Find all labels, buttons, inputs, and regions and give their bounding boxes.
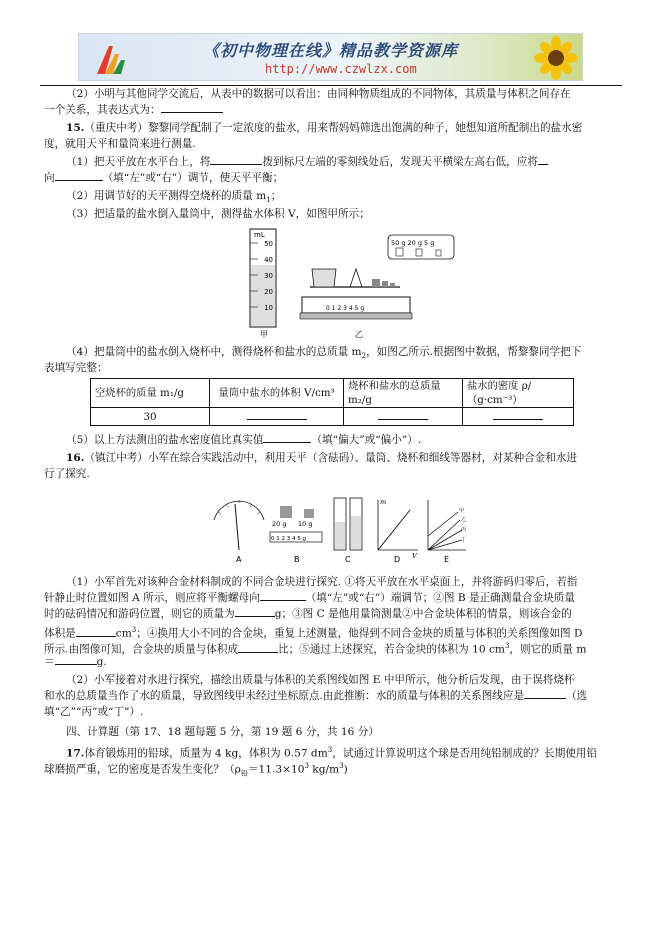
line-yi: 乙: [461, 517, 467, 523]
cylinder-tick-label: 10: [264, 304, 273, 312]
q16-part1-line3: 时的砝码情况和游码位置，则它的质量为 g；③图 C 是他用量筒测量②中合金块体积的情景，则该合金的: [44, 608, 572, 620]
q15-step1-line1: （1）把天平放在水平台上，将 拨到标尺左端的零刻线处后，发现天平横梁左高右低，应将: [66, 154, 646, 170]
q17-line2: 球磨损严重，它的密度是否发生变化？（$\rho_铅=11.3\times 10^3$ $kg/m^3$): [44, 762, 348, 778]
banner-url: http://www.czwlzx.com: [265, 62, 417, 76]
line-bing: 丙: [461, 527, 467, 533]
q15-stem-line1: 15.（重庆中考）黎黎同学配制了一定浓度的盐水，用来帮妈妈筛选出饱满的种子，她想知道所配制出的盐水密: [66, 122, 583, 134]
q16-part1-line5: 所示.由图像可知，合金块的质量与体积成 比；⑤通过上述探究，若合金块的体积为 10 $cm^3$，则它的质量 m: [44, 642, 587, 656]
answer-blank[interactable]: [76, 626, 116, 637]
salt-water-table: [90, 378, 574, 426]
q16-stem-line2: 行了探究.: [44, 468, 90, 480]
q16-part1-line1: （1）小军首先对该种合金材料制成的不同合金块进行探究. ①将天平放在水平桌面上，并将游码归零后，若指: [66, 576, 578, 588]
header-banner: [78, 33, 583, 81]
axis-d-x: V: [412, 552, 417, 560]
q16-part2-line2: 和水的总质量当作了水的质量，导致图线甲未经过坐标原点.由此推断：水的质量与体积的关系图线应是 （选: [44, 690, 588, 702]
q15-step4-line1: （4）把量筒中的盐水倒入烧杯中，测得烧杯和盐水的总质量 $m_2$，如图乙所示.根据图中数据，帮黎黎同学把下: [66, 346, 582, 361]
fig-label-c: C: [345, 555, 351, 564]
q15-step5: （5）以上方法测出的盐水密度值比真实值 （填“偏大”或“偏小”）.: [66, 434, 422, 446]
q14-part2-line1: （2）小明与其他同学交流后，从表中的数据可以看出：由同种物质组成的不同物体，其质量与体积之间存在: [66, 88, 571, 100]
logo-icon: [93, 40, 127, 76]
table-header: 量筒中盐水的体积 V/cm³: [210, 379, 344, 408]
q16-part2-line3: 填“乙”“丙”或“丁”）.: [44, 706, 144, 718]
answer-blank[interactable]: [538, 154, 548, 165]
axis-d-y: m: [380, 498, 387, 506]
banner-title: 《初中物理在线》精品教学资源库: [203, 41, 459, 60]
q14-part2-line2: 一个关系，其表达式为：: [44, 102, 624, 118]
fig2-scale: 0 1 2 3 4 5 g: [271, 536, 306, 542]
table-cell: 30: [91, 408, 210, 426]
q16-stem-line1: 16.（镇江中考）小军在综合实践活动中，利用天平（含砝码）、量筒、烧杯和细线等器材，对某种合金和水进: [66, 452, 578, 464]
table-cell-blank[interactable]: [210, 408, 344, 426]
cylinder-unit: mL: [254, 231, 265, 239]
answer-blank[interactable]: [524, 688, 566, 699]
line-ding: 丁: [461, 537, 467, 543]
q15-step2: （2）用调节好的天平测得空烧杯的质量 $m_1$；: [66, 190, 282, 205]
fig-label-d: D: [394, 555, 401, 564]
answer-blank[interactable]: [260, 590, 306, 601]
q16-part1-line2: 针静止时位置如图 A 所示，则应将平衡螺母向 （填“左”或“右”）端调节；②图 B 是正确测量合金块质量: [44, 592, 575, 604]
answer-blank[interactable]: [210, 154, 262, 165]
cylinder-tick-label: 30: [264, 272, 273, 280]
table-header: 空烧杯的质量 m₁/g: [91, 379, 210, 408]
answer-blank[interactable]: [263, 432, 311, 443]
table-cell-blank[interactable]: [344, 408, 463, 426]
q16-part2-line1: （2）小军接着对水进行探究，描绘出质量与体积的关系图线如图 E 中甲所示，他分析后发现，由于误将烧杯: [66, 674, 575, 686]
label-yi: 乙: [355, 330, 363, 339]
answer-blank[interactable]: [55, 170, 103, 181]
fig-label-e: E: [444, 555, 450, 564]
table-row: [91, 408, 574, 426]
q17-line1: 17.体育锻炼用的铅球，质量为 4 kg，体积为 0.57 $dm^3$，试通过计算说明这个球是否用纯铅制成的？长期使用铅: [66, 746, 598, 760]
q15-step1-line2: 向 （填“左”或“右”）调节，使天平平衡；: [44, 172, 284, 184]
section-4-heading: 四、计算题（第 17、18 题每题 5 分，第 19 题 6 分，共 16 分）: [66, 726, 379, 738]
q15-step4-line2: 表填写完整：: [44, 362, 108, 374]
q16-part1-line4: 体积是 $cm^3$；④换用大小不同的合金块，重复上述测量，他得到不同合金块的质量与体积的关系图像如图 D: [44, 626, 583, 640]
cylinder-tick-label: 40: [264, 256, 273, 264]
table-cell-blank[interactable]: [463, 408, 574, 426]
q15-step3: （3）把适量的盐水倒入量筒中，测得盐水体积 V，如图甲所示；: [66, 208, 370, 220]
sunflower-icon: [534, 36, 578, 80]
answer-blank[interactable]: [235, 606, 275, 617]
table-header: 盐水的密度 ρ/（g·cm⁻³）: [463, 379, 574, 408]
q16-part1-line6: ＝ g.: [44, 656, 107, 668]
cylinder-and-balance-figure: [240, 225, 460, 340]
q15-stem-line2: 度，就用天平和量筒来进行测量.: [44, 138, 196, 150]
answer-blank[interactable]: [161, 102, 223, 113]
fig-label-a: A: [236, 555, 242, 564]
fig-label-b: B: [294, 555, 300, 564]
table-header-row: [91, 379, 574, 408]
cylinder-tick-label: 50: [264, 240, 273, 248]
cylinder-tick-label: 20: [264, 288, 273, 296]
balance-scale: 0 1 2 3 4 5 g: [326, 305, 365, 312]
weight-10g: 10 g: [298, 520, 313, 528]
answer-blank[interactable]: [238, 642, 278, 653]
alloy-experiment-figure: [208, 492, 468, 566]
answer-blank[interactable]: [55, 654, 97, 665]
line-jia: 甲: [459, 508, 465, 514]
weight-20g: 20 g: [272, 520, 287, 528]
table-header: 烧杯和盐水的总质量 m₂/g: [344, 379, 463, 408]
weights-label: 50 g 20 g 5 g: [391, 239, 435, 247]
label-jia: 甲: [260, 330, 268, 339]
